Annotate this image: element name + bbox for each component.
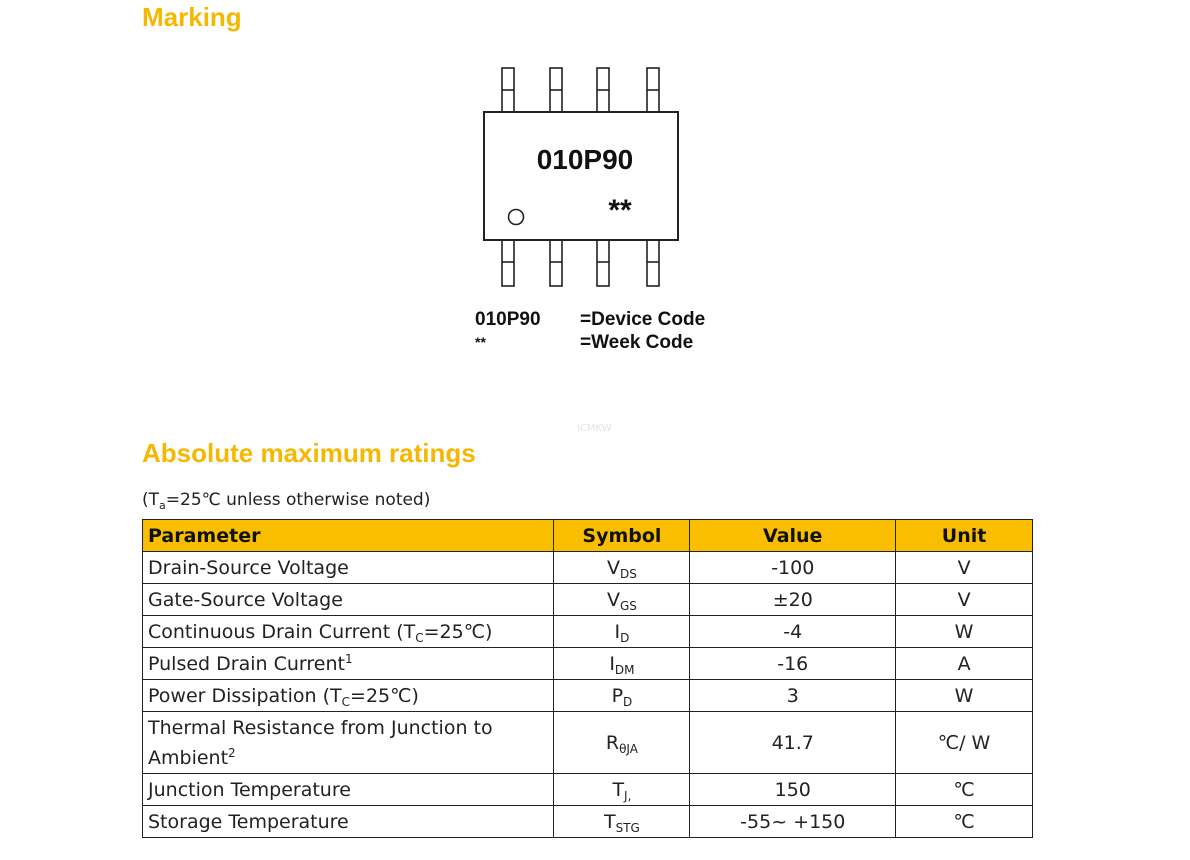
table-row bbox=[143, 552, 1033, 584]
unit-cell: A bbox=[896, 648, 1033, 680]
chip-week-code: ** bbox=[608, 194, 632, 227]
symbol-cell: $I_D$ bbox=[554, 616, 690, 648]
table-row bbox=[143, 648, 1033, 680]
symbol-cell: $T_{J,}$ bbox=[554, 774, 690, 806]
pin-bottom-4 bbox=[647, 240, 659, 286]
value-cell: -100 bbox=[690, 552, 896, 584]
pin-bottom-3 bbox=[597, 240, 609, 286]
value-cell: 150 bbox=[690, 774, 896, 806]
legend-codes bbox=[475, 308, 541, 354]
table-header-row bbox=[143, 520, 1033, 552]
pin-bottom-2 bbox=[550, 240, 562, 286]
package-body bbox=[484, 112, 678, 240]
param-cell: Pulsed Drain Current$^1$ bbox=[143, 648, 554, 680]
ratings-table bbox=[142, 519, 1033, 838]
sop8-package-diagram bbox=[470, 62, 700, 292]
ratings-condition: ($T_a=25℃$ unless otherwise noted) bbox=[142, 490, 431, 512]
value-cell: -55~ +150 bbox=[690, 806, 896, 838]
legend-meanings bbox=[580, 308, 705, 354]
symbol-cell: $V_{GS}$ bbox=[554, 584, 690, 616]
symbol-cell: $I_{DM}$ bbox=[554, 648, 690, 680]
table-row bbox=[143, 680, 1033, 712]
pin-bottom-1 bbox=[502, 240, 514, 286]
value-cell: 3 bbox=[690, 680, 896, 712]
param-cell: Continuous Drain Current $(T_C=25℃)$ bbox=[143, 616, 554, 648]
param-cell: Power Dissipation $(T_C=25℃)$ bbox=[143, 680, 554, 712]
legend-code-2: ** bbox=[475, 334, 486, 350]
watermark: ICMKW bbox=[577, 423, 612, 434]
unit-cell: ℃ bbox=[896, 806, 1033, 838]
ratings-title: Absolute maximum ratings bbox=[142, 438, 476, 468]
table-row bbox=[143, 774, 1033, 806]
symbol-cell: $V_{DS}$ bbox=[554, 552, 690, 584]
param-cell: Thermal Resistance from Junction to Ambient$^2$ bbox=[143, 712, 554, 774]
symbol-cell: $T_{STG}$ bbox=[554, 806, 690, 838]
value-cell: 41.7 bbox=[690, 712, 896, 774]
symbol-cell: $R_{\theta JA}$ bbox=[554, 712, 690, 774]
table-row bbox=[143, 616, 1033, 648]
value-cell: -16 bbox=[690, 648, 896, 680]
header-symbol: Symbol bbox=[554, 520, 690, 552]
table-row bbox=[143, 584, 1033, 616]
unit-cell: W bbox=[896, 616, 1033, 648]
param-cell: Gate-Source Voltage bbox=[143, 584, 554, 616]
unit-cell: ℃ bbox=[896, 774, 1033, 806]
legend-meaning-1: =Device Code bbox=[580, 309, 706, 330]
symbol-cell: $P_D$ bbox=[554, 680, 690, 712]
legend-code-1: 010P90 bbox=[475, 309, 541, 330]
unit-cell: V bbox=[896, 552, 1033, 584]
chip-device-code: 010P90 bbox=[536, 144, 634, 175]
value-cell: -4 bbox=[690, 616, 896, 648]
param-cell: Drain-Source Voltage bbox=[143, 552, 554, 584]
param-cell: Junction Temperature bbox=[143, 774, 554, 806]
header-unit: Unit bbox=[896, 520, 1033, 552]
unit-cell: W bbox=[896, 680, 1033, 712]
marking-title: Marking bbox=[142, 2, 242, 32]
param-cell: Storage Temperature bbox=[143, 806, 554, 838]
table-row bbox=[143, 712, 1033, 774]
unit-cell: V bbox=[896, 584, 1033, 616]
unit-cell: ℃/ W bbox=[896, 712, 1033, 774]
legend-meaning-2: =Week Code bbox=[580, 332, 694, 353]
table-row bbox=[143, 806, 1033, 838]
header-value: Value bbox=[690, 520, 896, 552]
value-cell: ±20 bbox=[690, 584, 896, 616]
header-parameter: Parameter bbox=[143, 520, 554, 552]
